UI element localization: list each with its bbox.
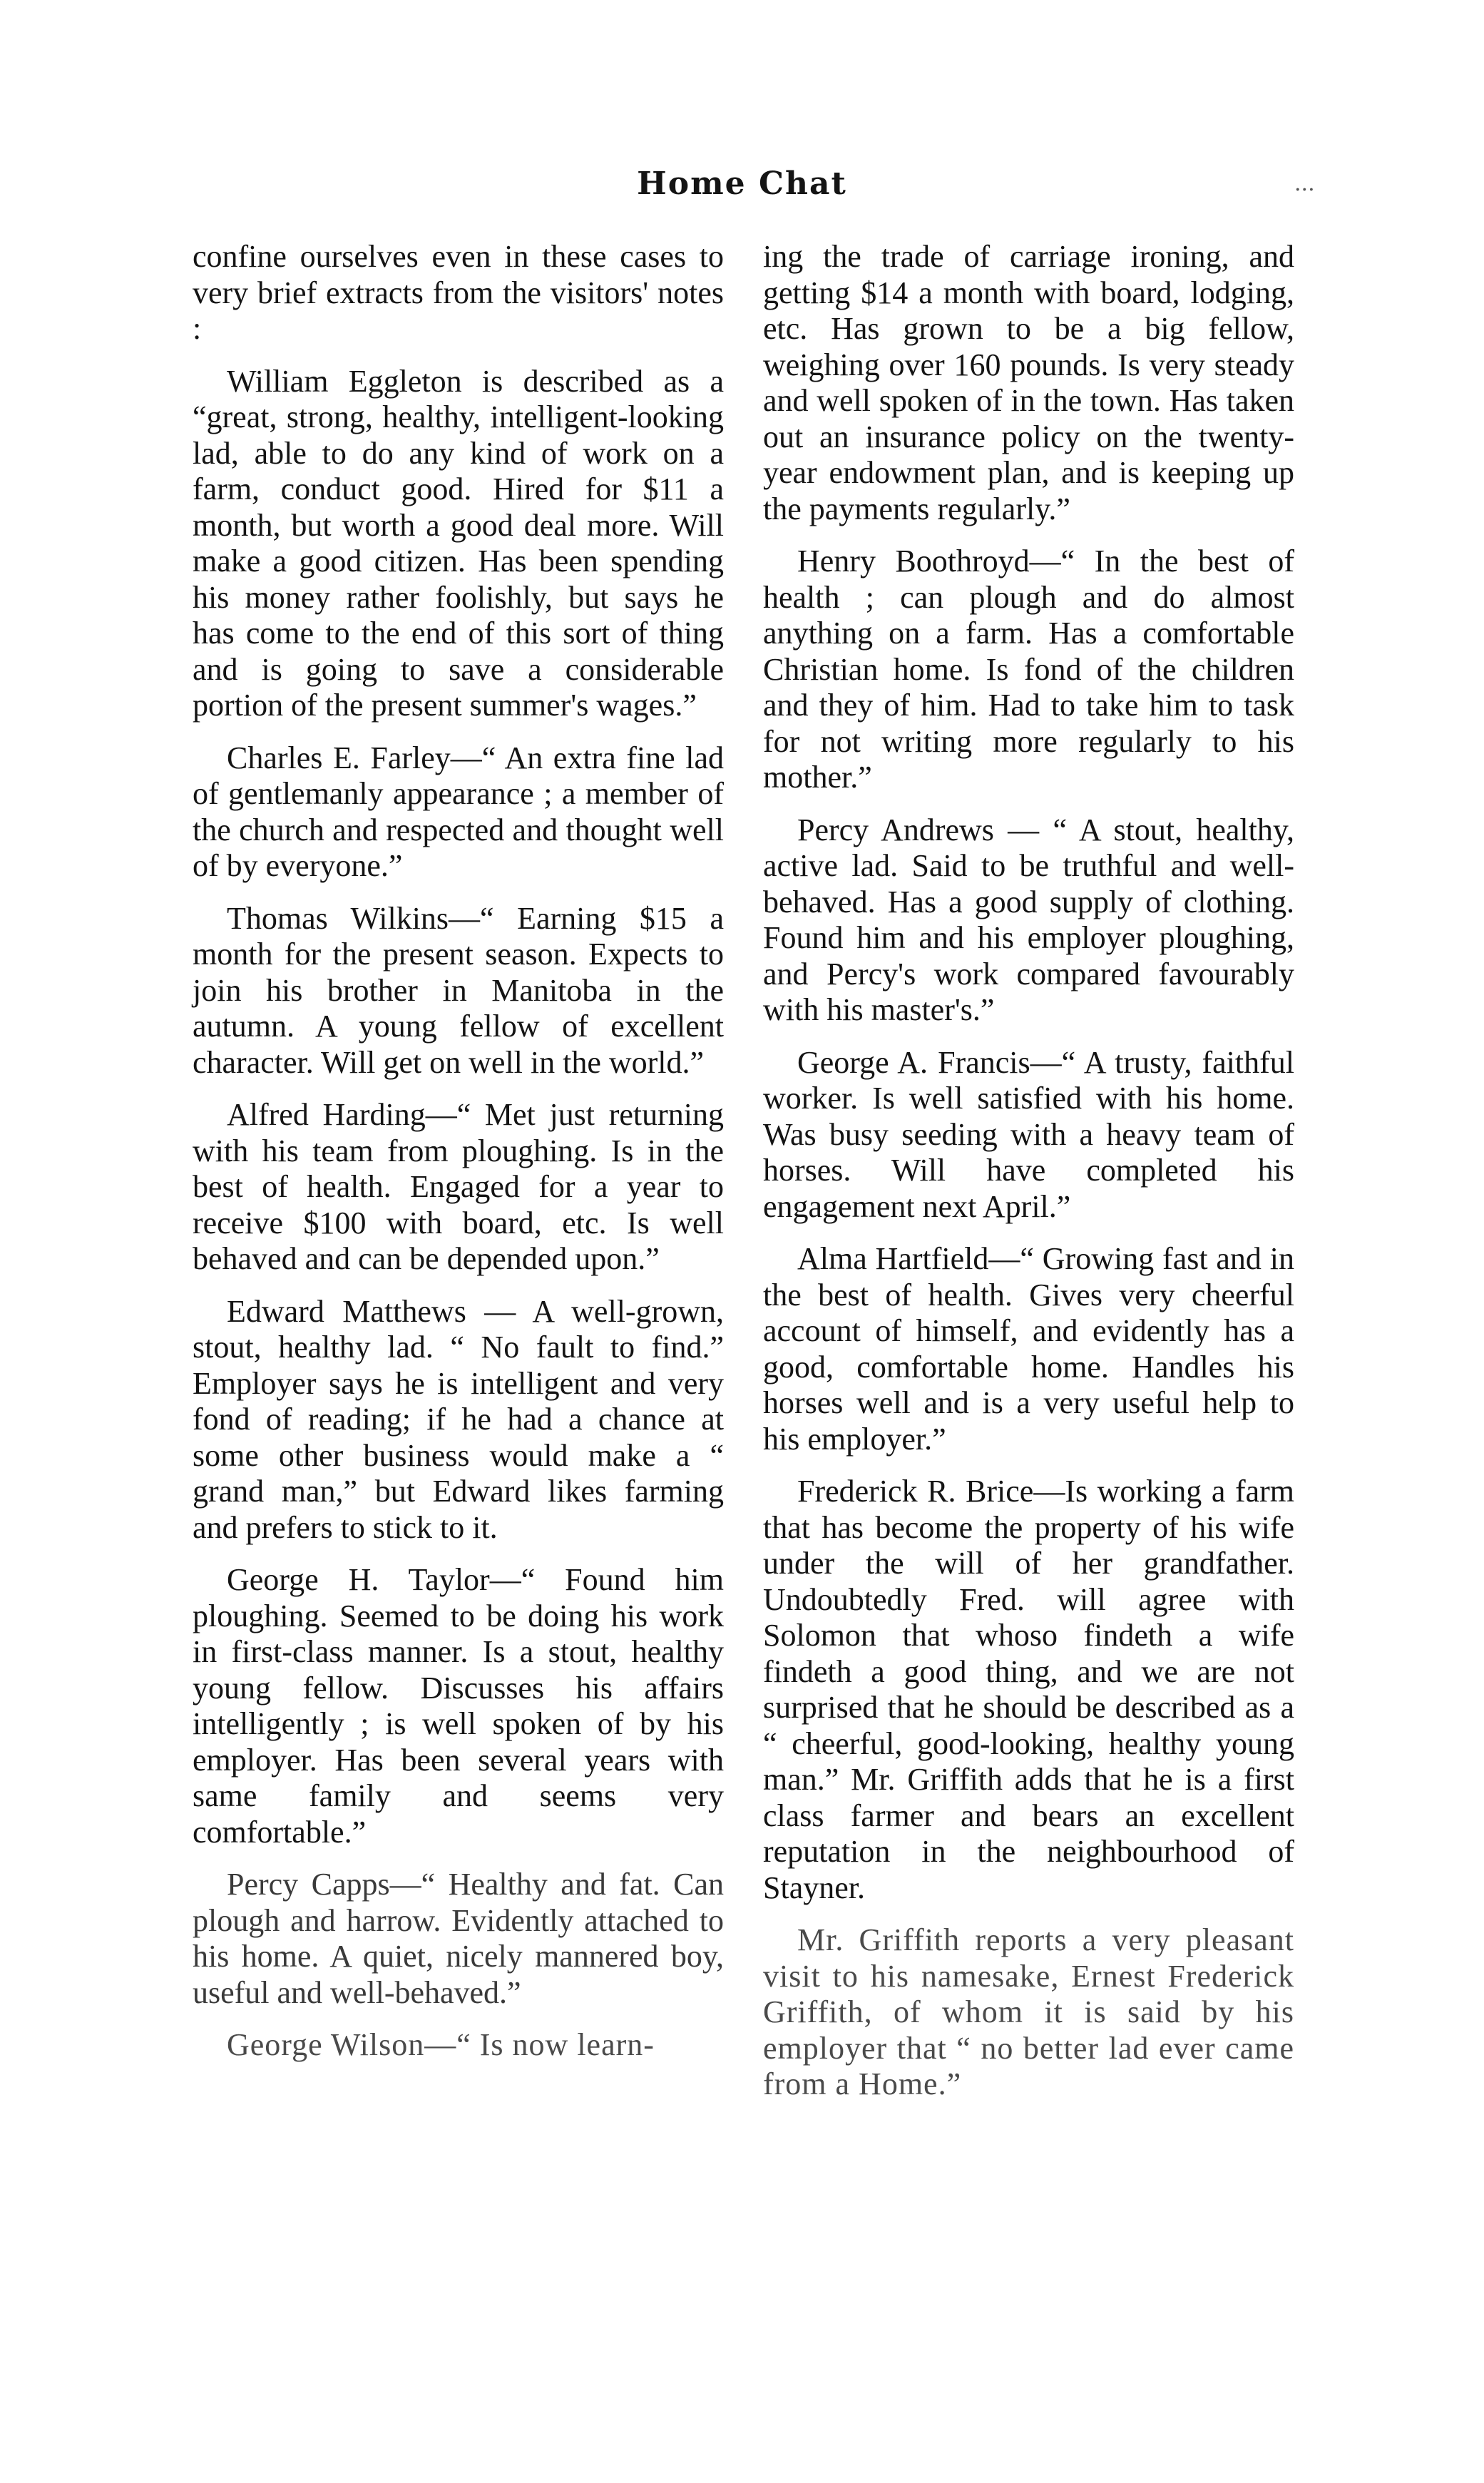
entry-percy-andrews: Percy Andrews — “ A stout, healthy, active lad. Said to be truthful and well-behaved. Has a good supply of clothing. Found him and his employer ploughing, and Percy's work compared favourably with his master's.” xyxy=(763,812,1294,1027)
entry-percy-capps: Percy Capps—“ Healthy and fat. Can plough and harrow. Evidently attached to his home. A quiet, nicely mannered boy, useful and well-behaved.” xyxy=(193,1867,724,2010)
page-number: ... xyxy=(1294,171,1315,196)
paragraph-continuation: confine ourselves even in these cases to very brief extracts from the visitors' notes : xyxy=(193,239,724,346)
entry-thomas-wilkins: Thomas Wilkins—“ Earning $15 a month for the present season. Expects to join his brother in Manitoba in the autumn. A young fellow of excellent character. Will get on well in the world.” xyxy=(193,900,724,1080)
entry-mr-griffith-visit: Mr. Griffith reports a very pleasant visit to his namesake, Ernest Frederick Griffith, of whom it is said by his employer that “ no better lad ever came from a Home.” xyxy=(763,1922,1294,2101)
entry-george-wilson-continued: ing the trade of carriage ironing, and getting $14 a month with board, lodging, etc. Has grown to be a big fellow, weighing over 160 pounds. Is very steady and well spoken of in the town. Has taken out an insurance policy on the twenty-year endowment plan, and is keeping up the payments regularly.” xyxy=(763,239,1294,526)
entry-george-wilson: George Wilson—“ Is now learn- xyxy=(227,2027,655,2062)
entry-george-taylor: George H. Taylor—“ Found him ploughing. Seemed to be doing his work in first-class manner. Is a stout, healthy young fellow. Discusses his affairs intelligently ; is well spoken of by his employer. Has been several years with same family and seems very comfortable.” xyxy=(193,1562,724,1850)
entry-george-francis: George A. Francis—“ A trusty, faithful worker. Is well satisfied with his home. Was busy seeding with a heavy team of horses. Will have completed his engagement next April.” xyxy=(763,1044,1294,1224)
right-column xyxy=(763,239,1294,2119)
entry-william-eggleton: William Eggleton is described as a “great, strong, healthy, intelligent-looking lad, able to do any kind of work on a farm, conduct good. Hired for $11 a month, but worth a good deal more. Will make a good citizen. Has been spending his money rather foolishly, but says he has come to the end of this sort of thing and is going to save a considerable portion of the present summer's wages.” xyxy=(193,363,724,723)
entry-charles-farley: Charles E. Farley—“ An extra fine lad of gentlemanly appearance ; a member of the church and respected and thought well of by everyone.” xyxy=(193,740,724,883)
entry-henry-boothroyd: Henry Boothroyd—“ In the best of health ; can plough and do almost anything on a farm. Has a comfortable Christian home. Is fond of the children and they of him. Had to take him to task for not writing more regularly to his mother.” xyxy=(763,544,1294,795)
left-column xyxy=(193,239,724,2080)
entry-edward-matthews: Edward Matthews — A well-grown, stout, healthy lad. “ No fault to find.” Employer says he is intelligent and very fond of reading; if he had a chance at some other business would make a “ grand man,” but Edward likes farming and prefers to stick to it. xyxy=(193,1293,724,1545)
entry-frederick-brice: Frederick R. Brice—Is working a farm that has become the property of his wife under the will of her grandfather. Undoubtedly Fred. will agree with Solomon that whoso findeth a wife findeth a good thing, and we are not surprised that he should be described as a “ cheerful, good-looking, healthy young man.” Mr. Griffith adds that he is a first class farmer and bears an excellent reputation in the neighbourhood of Stayner. xyxy=(763,1474,1294,1905)
entry-alma-hartfield: Alma Hartfield—“ Growing fast and in the best of health. Gives very cheerful account of himself, and evidently has a good, comfortable home. Handles his horses well and is a very useful help to his employer.” xyxy=(763,1241,1294,1457)
running-head-title: Home Chat xyxy=(637,165,847,202)
entry-alfred-harding: Alfred Harding—“ Met just returning with his team from ploughing. Is in the best of health. Engaged for a year to receive $100 with board, etc. Is well behaved and can be depended upon.” xyxy=(193,1097,724,1276)
